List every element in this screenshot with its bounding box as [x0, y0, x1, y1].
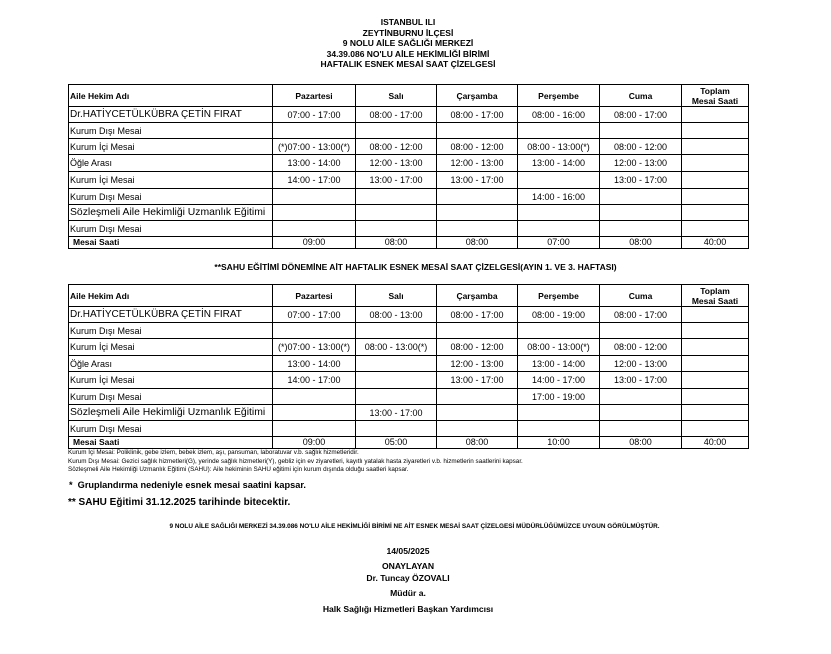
totals-row: [69, 237, 749, 249]
header-title: HAFTALIK ESNEK MESAİ SAAT ÇİZELGESİ: [320, 59, 496, 69]
row-label: Dr.HATİYCETÜLKÜBRA ÇETİN FIRAT: [69, 307, 273, 323]
note-sahu-end-date: ** SAHU Eğitimi 31.12.2025 tarihinde bitecektir.: [68, 497, 291, 508]
column-header-total-hours: [682, 285, 749, 307]
row-label: Sözleşmeli Aile Hekimliği Uzmanlık Eğitimi: [69, 205, 273, 221]
cell-thursday: 13:00 - 14:00: [518, 356, 600, 372]
cell-total: [682, 405, 749, 421]
total-week: 40:00: [682, 237, 749, 249]
cell-wednesday: [437, 323, 518, 339]
table-header-row: [69, 85, 749, 107]
table-row: [69, 107, 749, 123]
row-label: Kurum Dışı Mesai: [69, 389, 273, 405]
cell-monday: [273, 389, 356, 405]
cell-total: [682, 172, 749, 189]
cell-tuesday: 08:00 - 12:00: [356, 139, 437, 155]
row-label: Kurum Dışı Mesai: [69, 189, 273, 205]
column-header-total-hours: [682, 85, 749, 107]
cell-total: [682, 221, 749, 237]
row-label: Dr.HATİYCETÜLKÜBRA ÇETİN FIRAT: [69, 107, 273, 123]
cell-total: [682, 107, 749, 123]
total-monday: 09:00: [273, 237, 356, 249]
cell-friday: 12:00 - 13:00: [600, 155, 682, 172]
cell-wednesday: [437, 389, 518, 405]
cell-monday: 14:00 - 17:00: [273, 372, 356, 389]
row-label: Kurum İçi Mesai: [69, 172, 273, 189]
cell-wednesday: 12:00 - 13:00: [437, 155, 518, 172]
cell-thursday: 08:00 - 13:00(*): [518, 139, 600, 155]
header-district: ZEYTİNBURNU İLÇESİ: [362, 27, 454, 38]
column-header-friday: Cuma: [600, 285, 682, 307]
column-header-thursday: Perşembe: [518, 85, 600, 107]
table-row: [69, 307, 749, 323]
cell-tuesday: 12:00 - 13:00: [356, 155, 437, 172]
cell-monday: 13:00 - 14:00: [273, 155, 356, 172]
table-row: [69, 221, 749, 237]
cell-total: [682, 372, 749, 389]
footnote-kurum-ici: Kurum İçi Mesai: Poliklinik, gebe izlem, bebek izlem, aşı, pansuman, laboratuvar v.b. sağlık hizmetleridir.: [68, 449, 359, 456]
approval-date: 14/05/2025: [386, 546, 430, 556]
cell-monday: 07:00 - 17:00: [273, 307, 356, 323]
cell-total: [682, 139, 749, 155]
cell-friday: 08:00 - 12:00: [600, 139, 682, 155]
cell-tuesday: [356, 372, 437, 389]
column-header-friday: Cuma: [600, 85, 682, 107]
cell-tuesday: 13:00 - 17:00: [356, 405, 437, 421]
total-monday: 09:00: [273, 437, 356, 449]
total-header-line1: Toplam: [700, 85, 730, 96]
cell-thursday: 14:00 - 17:00: [518, 372, 600, 389]
cell-tuesday: [356, 123, 437, 139]
cell-monday: [273, 405, 356, 421]
cell-total: [682, 189, 749, 205]
table-row: [69, 323, 749, 339]
table-row: [69, 339, 749, 356]
row-label: Sözleşmeli Aile Hekimliği Uzmanlık Eğitimi: [69, 405, 273, 421]
cell-friday: [600, 421, 682, 437]
total-header-line1: Toplam: [700, 285, 730, 296]
cell-tuesday: [356, 389, 437, 405]
cell-friday: [600, 405, 682, 421]
note-grouping: * Gruplandırma nedeniyle esnek mesai saatini kapsar.: [69, 480, 306, 490]
row-label: Kurum Dışı Mesai: [69, 123, 273, 139]
total-tuesday: 05:00: [356, 437, 437, 449]
table-row: [69, 389, 749, 405]
total-wednesday: 08:00: [437, 237, 518, 249]
cell-tuesday: 08:00 - 13:00: [356, 307, 437, 323]
cell-tuesday: [356, 356, 437, 372]
table-row: [69, 356, 749, 372]
header-unit: 34.39.086 NO'LU AİLE HEKİMLİĞİ BİRİMİ: [326, 48, 490, 59]
row-label: Öğle Arası: [69, 155, 273, 172]
row-label: Kurum İçi Mesai: [69, 339, 273, 356]
cell-total: [682, 421, 749, 437]
cell-wednesday: 08:00 - 17:00: [437, 307, 518, 323]
cell-total: [682, 356, 749, 372]
cell-wednesday: [437, 123, 518, 139]
cell-friday: [600, 189, 682, 205]
footnotes: [68, 449, 523, 475]
cell-monday: 07:00 - 17:00: [273, 107, 356, 123]
cell-thursday: [518, 221, 600, 237]
column-header-wednesday: Çarşamba: [437, 285, 518, 307]
totals-label: Mesai Saati: [69, 437, 273, 449]
total-header-line2: Mesai Saati: [691, 95, 739, 106]
cell-friday: [600, 221, 682, 237]
cell-thursday: [518, 172, 600, 189]
column-header-physician-name: Aile Hekim Adı: [69, 85, 273, 107]
total-tuesday: 08:00: [356, 237, 437, 249]
cell-total: [682, 205, 749, 221]
table-row: [69, 155, 749, 172]
approver-title-line2: Halk Sağlığı Hizmetleri Başkan Yardımcısı: [322, 604, 494, 614]
row-label: Kurum Dışı Mesai: [69, 323, 273, 339]
total-header-line2: Mesai Saati: [691, 295, 739, 306]
cell-wednesday: 08:00 - 17:00: [437, 107, 518, 123]
cell-tuesday: 08:00 - 13:00(*): [356, 339, 437, 356]
cell-tuesday: [356, 221, 437, 237]
cell-monday: [273, 323, 356, 339]
table-row: [69, 405, 749, 421]
cell-friday: 13:00 - 17:00: [600, 172, 682, 189]
header-province: ISTANBUL ILI: [380, 17, 436, 27]
column-header-thursday: Perşembe: [518, 285, 600, 307]
cell-tuesday: [356, 421, 437, 437]
document-header: [68, 17, 748, 70]
cell-thursday: 14:00 - 16:00: [518, 189, 600, 205]
approver-title-line1: Müdür a.: [390, 588, 426, 598]
table-row: [69, 421, 749, 437]
cell-friday: 13:00 - 17:00: [600, 372, 682, 389]
cell-tuesday: [356, 189, 437, 205]
cell-tuesday: 08:00 - 17:00: [356, 107, 437, 123]
approver-role: ONAYLAYAN: [381, 561, 435, 571]
approver-name: Dr. Tuncay ÖZOVALI: [366, 573, 450, 583]
cell-friday: [600, 205, 682, 221]
column-header-physician-name: Aile Hekim Adı: [69, 285, 273, 307]
totals-label: Mesai Saati: [69, 237, 273, 249]
cell-monday: (*)07:00 - 13:00(*): [273, 339, 356, 356]
cell-thursday: [518, 421, 600, 437]
cell-monday: [273, 221, 356, 237]
cell-monday: (*)07:00 - 13:00(*): [273, 139, 356, 155]
cell-friday: 08:00 - 17:00: [600, 307, 682, 323]
cell-wednesday: [437, 221, 518, 237]
table-row: [69, 172, 749, 189]
approval-statement: 9 NOLU AİLE SAĞLIĞI MERKEZİ 34.39.086 NO'LU AİLE HEKİMLİĞİ BİRİMİ NE AİT ESNEK MESAİ SAAT ÇİZELGESİ MÜDÜRLÜĞÜMÜZCE UYGUN GÖRÜLMÜŞTÜR.: [169, 523, 660, 530]
cell-friday: 08:00 - 12:00: [600, 339, 682, 356]
cell-wednesday: 08:00 - 12:00: [437, 139, 518, 155]
row-label: Kurum İçi Mesai: [69, 372, 273, 389]
table-row: [69, 205, 749, 221]
cell-total: [682, 123, 749, 139]
column-header-monday: Pazartesi: [273, 285, 356, 307]
cell-total: [682, 323, 749, 339]
cell-wednesday: 08:00 - 12:00: [437, 339, 518, 356]
cell-wednesday: 12:00 - 13:00: [437, 356, 518, 372]
row-label: Kurum Dışı Mesai: [69, 221, 273, 237]
cell-total: [682, 339, 749, 356]
table-row: [69, 139, 749, 155]
cell-monday: 14:00 - 17:00: [273, 172, 356, 189]
cell-total: [682, 155, 749, 172]
cell-friday: 08:00 - 17:00: [600, 107, 682, 123]
column-header-wednesday: Çarşamba: [437, 85, 518, 107]
sahu-schedule-title: **SAHU EĞİTİMİ DÖNEMİNE AİT HAFTALIK ESNEK MESAİ SAAT ÇİZELGESİ(AYIN 1. VE 3. HAFTASI): [214, 262, 617, 272]
cell-thursday: [518, 323, 600, 339]
totals-row: [69, 437, 749, 449]
total-wednesday: 08:00: [437, 437, 518, 449]
cell-monday: 13:00 - 14:00: [273, 356, 356, 372]
cell-thursday: 08:00 - 19:00: [518, 307, 600, 323]
table-row: [69, 189, 749, 205]
cell-thursday: 17:00 - 19:00: [518, 389, 600, 405]
cell-thursday: [518, 405, 600, 421]
cell-wednesday: [437, 421, 518, 437]
header-health-center: 9 NOLU AİLE SAĞLIĞI MERKEZİ: [342, 38, 474, 48]
table-row: [69, 372, 749, 389]
column-header-tuesday: Salı: [356, 85, 437, 107]
cell-thursday: [518, 123, 600, 139]
row-label: Kurum Dışı Mesai: [69, 421, 273, 437]
total-friday: 08:00: [600, 237, 682, 249]
cell-total: [682, 389, 749, 405]
cell-wednesday: [437, 405, 518, 421]
cell-monday: [273, 189, 356, 205]
cell-thursday: 08:00 - 16:00: [518, 107, 600, 123]
table-row: [69, 123, 749, 139]
cell-tuesday: [356, 323, 437, 339]
column-header-tuesday: Salı: [356, 285, 437, 307]
total-thursday: 10:00: [518, 437, 600, 449]
footnote-kurum-disi: Kurum Dışı Mesai: Gezici sağlık hizmetleri(G), yerinde sağlık hizmetleri(Y), gebliz için ev ziyaretleri, kayıtlı yatalak hasta ziyaretleri v.b. hizmetlerin saatlerini kapsar.: [68, 457, 523, 465]
cell-tuesday: [356, 205, 437, 221]
cell-friday: 12:00 - 13:00: [600, 356, 682, 372]
table-header-row: [69, 285, 749, 307]
cell-wednesday: [437, 205, 518, 221]
total-friday: 08:00: [600, 437, 682, 449]
cell-thursday: 08:00 - 13:00(*): [518, 339, 600, 356]
cell-monday: [273, 205, 356, 221]
cell-thursday: 13:00 - 14:00: [518, 155, 600, 172]
cell-wednesday: 13:00 - 17:00: [437, 372, 518, 389]
total-thursday: 07:00: [518, 237, 600, 249]
cell-friday: [600, 123, 682, 139]
cell-wednesday: 13:00 - 17:00: [437, 172, 518, 189]
cell-wednesday: [437, 189, 518, 205]
cell-tuesday: 13:00 - 17:00: [356, 172, 437, 189]
cell-friday: [600, 323, 682, 339]
total-week: 40:00: [682, 437, 749, 449]
column-header-monday: Pazartesi: [273, 85, 356, 107]
row-label: Kurum İçi Mesai: [69, 139, 273, 155]
cell-friday: [600, 389, 682, 405]
weekly-schedule-table: [68, 84, 749, 249]
cell-total: [682, 307, 749, 323]
cell-thursday: [518, 205, 600, 221]
cell-monday: [273, 421, 356, 437]
cell-monday: [273, 123, 356, 139]
row-label: Öğle Arası: [69, 356, 273, 372]
footnote-sahu: Sözleşmeli Aile Hekimliği Uzmanlık Eğitimi (SAHU): Aile hekiminin SAHU eğitimi için kurum dışında olduğu saatleri kapsar.: [68, 466, 409, 474]
sahu-schedule-table: [68, 284, 749, 449]
